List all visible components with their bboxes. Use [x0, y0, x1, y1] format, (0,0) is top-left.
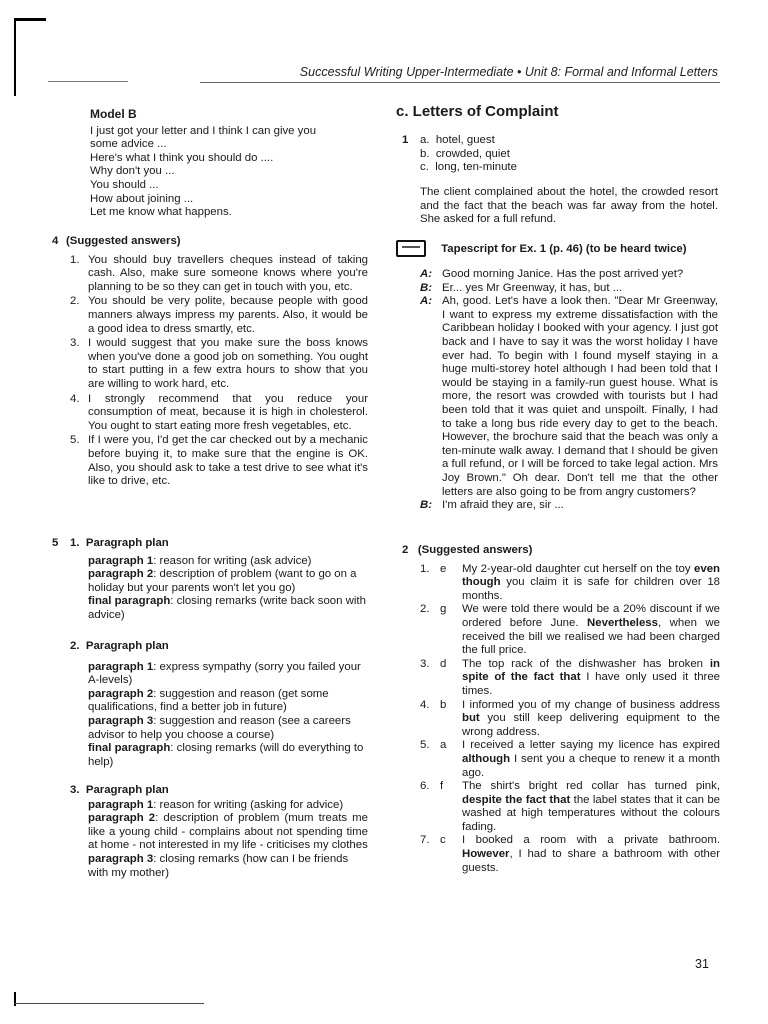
plan-text: : reason for writing (ask advice): [153, 554, 312, 567]
model-b-line: Let me know what happens.: [90, 206, 232, 219]
model-b-title: Model B: [90, 107, 137, 121]
list-item: [70, 254, 368, 295]
plan-label: paragraph 3: [88, 852, 154, 865]
plan-text: : reason for writing (asking for advice): [153, 798, 344, 811]
item-number: 2.: [70, 295, 80, 308]
answer-text: The shirt's bright red collar has turned pink,: [462, 780, 720, 793]
plan-row: [88, 799, 368, 813]
plan-text: : closing remarks (write back soon with advice): [88, 595, 366, 621]
answer-number: 2.: [420, 603, 430, 616]
answer-number: 4.: [420, 698, 430, 711]
model-b-line: I just got your letter and I think I can give you: [90, 124, 317, 137]
cassette-icon: [396, 240, 426, 257]
item-number: 4.: [70, 392, 80, 405]
plan-label: final paragraph: [88, 742, 171, 755]
answer-item: [420, 780, 720, 834]
divider: [48, 81, 128, 82]
answer-letter: b: [440, 698, 447, 711]
exercise-title: (Suggested answers): [417, 544, 533, 556]
item-text: I would suggest that you make sure the boss knows when you've done a good job on something. You ought to start putting in a few extra hours to show that you are willing to work hard, etc.: [88, 337, 368, 390]
list-item: [70, 295, 368, 336]
answer-item: [420, 563, 720, 604]
answer-linker: despite the fact that: [462, 793, 571, 806]
tapescript-header: [396, 240, 720, 257]
answer-text: you claim it is safe for children over 18 months.: [462, 576, 720, 602]
crop-mark: [14, 1003, 204, 1004]
plan-text: : suggestion and reason (see a careers advisor to help you choose a course): [88, 714, 351, 741]
dialogue-line: [420, 282, 718, 296]
exercise-1: [402, 134, 720, 175]
answer-number: 5.: [420, 739, 430, 752]
answer-item: [420, 834, 720, 875]
plan-label: paragraph 1: [88, 554, 154, 567]
option-text: crowded, quiet: [435, 147, 510, 160]
answer-letter: f: [440, 780, 444, 793]
answer-letter: d: [440, 657, 447, 670]
model-b-line: some advice ...: [90, 138, 167, 151]
answer-text: I sent you a cheque to renew it a month ago.: [462, 752, 720, 779]
answer-item: [420, 658, 720, 699]
list-item: [70, 393, 368, 434]
answer-text: I have only used it three times.: [462, 671, 721, 697]
exercise-number: 1: [402, 134, 409, 146]
option-text: hotel, guest: [435, 134, 495, 146]
option-item: [420, 148, 720, 162]
plan-label: final paragraph: [88, 595, 171, 608]
divider: [200, 82, 720, 83]
list-item: [70, 337, 368, 391]
answer-text: , I had to share a bathroom with other guests.: [462, 848, 720, 874]
answer-number: 3.: [420, 657, 430, 670]
plan-label: paragraph 3: [88, 714, 154, 727]
section-4: [52, 235, 368, 489]
plan-row: [88, 568, 368, 595]
speaker: B:: [420, 281, 433, 294]
plan-label: paragraph 1: [88, 660, 154, 673]
plan-text: : description of problem (want to go on a holiday but your parents won't let you go): [88, 568, 357, 594]
plan-text: : express sympathy (sorry you failed your A-levels): [88, 660, 361, 687]
option-letter: b.: [420, 147, 430, 160]
item-text: You should buy travellers cheques instead of taking cash. Also, make sure someone knows where you're planning to be so they can get in touch with you, etc.: [88, 253, 368, 293]
plan-row: [88, 688, 368, 715]
plan-label: paragraph 2: [88, 687, 154, 700]
page-number: 31: [695, 957, 709, 971]
option-item: [420, 134, 720, 148]
answer-text: I received a letter saying my licence has expired: [462, 739, 720, 752]
plan-title: Paragraph plan: [85, 640, 169, 652]
answer-text: , when we received the bill we realised we had been charged the full price.: [462, 616, 720, 657]
model-b: [90, 108, 360, 220]
answer-linker: in spite of the fact that: [462, 657, 720, 684]
plan-number: 1.: [70, 537, 80, 549]
answer-linker: but: [462, 712, 480, 725]
item-number: 5.: [70, 434, 80, 447]
option-letter: a.: [420, 134, 430, 146]
option-item: [420, 161, 720, 175]
answer-letter: g: [440, 603, 447, 616]
ex1-summary: The client complained about the hotel, the crowded resort and the fact that the beach was far away from the hotel. She asked for a full refund.: [420, 186, 718, 226]
speaker: A:: [420, 268, 433, 280]
plan-label: paragraph 1: [88, 798, 154, 811]
tapescript-dialogue: [420, 268, 718, 513]
crop-mark: [14, 18, 16, 96]
item-number: 1.: [70, 253, 80, 266]
running-head: Successful Writing Upper-Intermediate • Unit 8: Formal and Informal Letters: [299, 65, 718, 79]
answer-item: [420, 739, 720, 780]
answer-text: you still keep delivering equipment to the wrong address.: [462, 712, 720, 738]
plan-row: [88, 853, 368, 880]
item-number: 3.: [70, 337, 80, 350]
item-text: I strongly recommend that you reduce your consumption of meat, because it is high in cholesterol. You ought to start eating more fresh vegetables, etc.: [88, 392, 368, 432]
dialogue-line: [420, 268, 718, 282]
dialogue-text: I'm afraid they are, sir ...: [442, 499, 564, 512]
speaker: B:: [420, 499, 433, 512]
exercise-number: 2: [402, 544, 409, 556]
answer-linker: although: [462, 752, 511, 765]
answer-number: 6.: [420, 780, 430, 793]
plan-3: [70, 784, 368, 880]
plan-title: Paragraph plan: [85, 537, 169, 549]
answer-letter: e: [440, 562, 447, 575]
section-title: (Suggested answers): [66, 235, 181, 247]
model-b-line: How about joining ...: [90, 192, 194, 205]
answer-item: [420, 699, 720, 740]
exercise-2: [402, 544, 720, 875]
item-text: You should be very polite, because people with good manners always impress my parents. Also, it would be a good idea to dress smartly, etc.: [88, 295, 368, 335]
section-number: 5: [52, 537, 59, 549]
plan-row: [88, 812, 368, 853]
speaker: A:: [420, 295, 433, 308]
plan-row: [88, 715, 368, 742]
tapescript-title: Tapescript for Ex. 1 (p. 46) (to be heard twice): [441, 242, 687, 255]
answer-text: The top rack of the dishwasher has broken: [462, 657, 710, 670]
plan-text: : description of problem (mum treats me like a young child - complains about not spending time at home - not interested in my life - criticises my clothes: [88, 812, 369, 852]
dialogue-text: Good morning Janice. Has the post arrived yet?: [442, 268, 684, 280]
answer-text: I informed you of my change of business address: [462, 698, 720, 711]
item-text: If I were you, I'd get the car checked out by a mechanic before buying it, to make sure that the engine is OK. Also, you should ask to take a test drive to see what it's like to drive, etc.: [88, 434, 368, 488]
answer-text: We were told there would be a 20% discount if we ordered before June.: [462, 603, 720, 629]
option-letter: c.: [420, 161, 429, 174]
answer-text: the label states that it can be washed at high temperatures without the colours fading.: [462, 793, 720, 833]
plan-row: [88, 555, 368, 569]
dialogue-line: [420, 499, 718, 513]
plan-label: paragraph 2: [88, 812, 156, 825]
answer-item: [420, 603, 720, 657]
dialogue-text: Er... yes Mr Greenway, it has, but ...: [442, 281, 623, 294]
model-b-line: Here's what I think you should do ....: [90, 151, 274, 164]
dialogue-text: Ah, good. Let's have a look then. "Dear Mr Greenway, I want to express my extreme dissatisfaction with the Caribbean holiday I booked with your agency. I just got back and I have to say it was the worst holiday I have ever had. To begin with I found myself staying in a huge multi-storey hotel although I had been told that I would be staying in a family-run guest house. What is more, the resort was crowded with tourists but I had been told that it was quiet and unspoilt. Finally, I had to take a long bus ride every day to get to the beach. However, the brochure said that the beach was only a ten-minute walk away. I demand that I should be given a full refund, or I will be forced to take legal action. Mrs Joy Brown." Oh dear. Don't tell me that the other letters are also going to be from angry customers?: [442, 295, 718, 498]
model-b-line: Why don't you ...: [90, 165, 175, 178]
plan-1: [70, 537, 368, 623]
plan-title: Paragraph plan: [85, 784, 169, 796]
plan-row: [88, 661, 368, 688]
plan-row: [88, 742, 368, 769]
plan-2: [70, 640, 368, 769]
crop-mark: [14, 18, 46, 21]
answer-letter: c: [440, 834, 446, 847]
list-item: [70, 434, 368, 488]
answer-linker: However: [462, 848, 510, 861]
option-text: long, ten-minute: [435, 161, 517, 174]
plan-number: 3.: [70, 784, 80, 796]
plan-row: [88, 595, 368, 622]
plan-number: 2.: [70, 640, 80, 652]
answer-linker: even though: [462, 562, 720, 589]
dialogue-line: [420, 295, 718, 499]
answer-linker: Nevertheless: [587, 616, 658, 629]
section-heading: c. Letters of Complaint: [396, 103, 559, 120]
model-b-line: You should ...: [90, 178, 159, 191]
answer-text: My 2-year-old daughter cut herself on the toy: [462, 562, 695, 575]
plan-text: : suggestion and reason (get some qualifications, find a better job in future): [88, 687, 329, 714]
answer-letter: a: [440, 739, 447, 752]
answer-text: I booked a room with a private bathroom.: [462, 834, 720, 847]
answer-number: 1.: [420, 562, 430, 575]
plan-text: : closing remarks (will do everything to help): [88, 742, 364, 768]
plan-text: : closing remarks (how can I be friends with my mother): [88, 852, 349, 879]
plan-label: paragraph 2: [88, 568, 154, 581]
section-number: 4: [52, 235, 59, 247]
answer-number: 7.: [420, 834, 430, 847]
